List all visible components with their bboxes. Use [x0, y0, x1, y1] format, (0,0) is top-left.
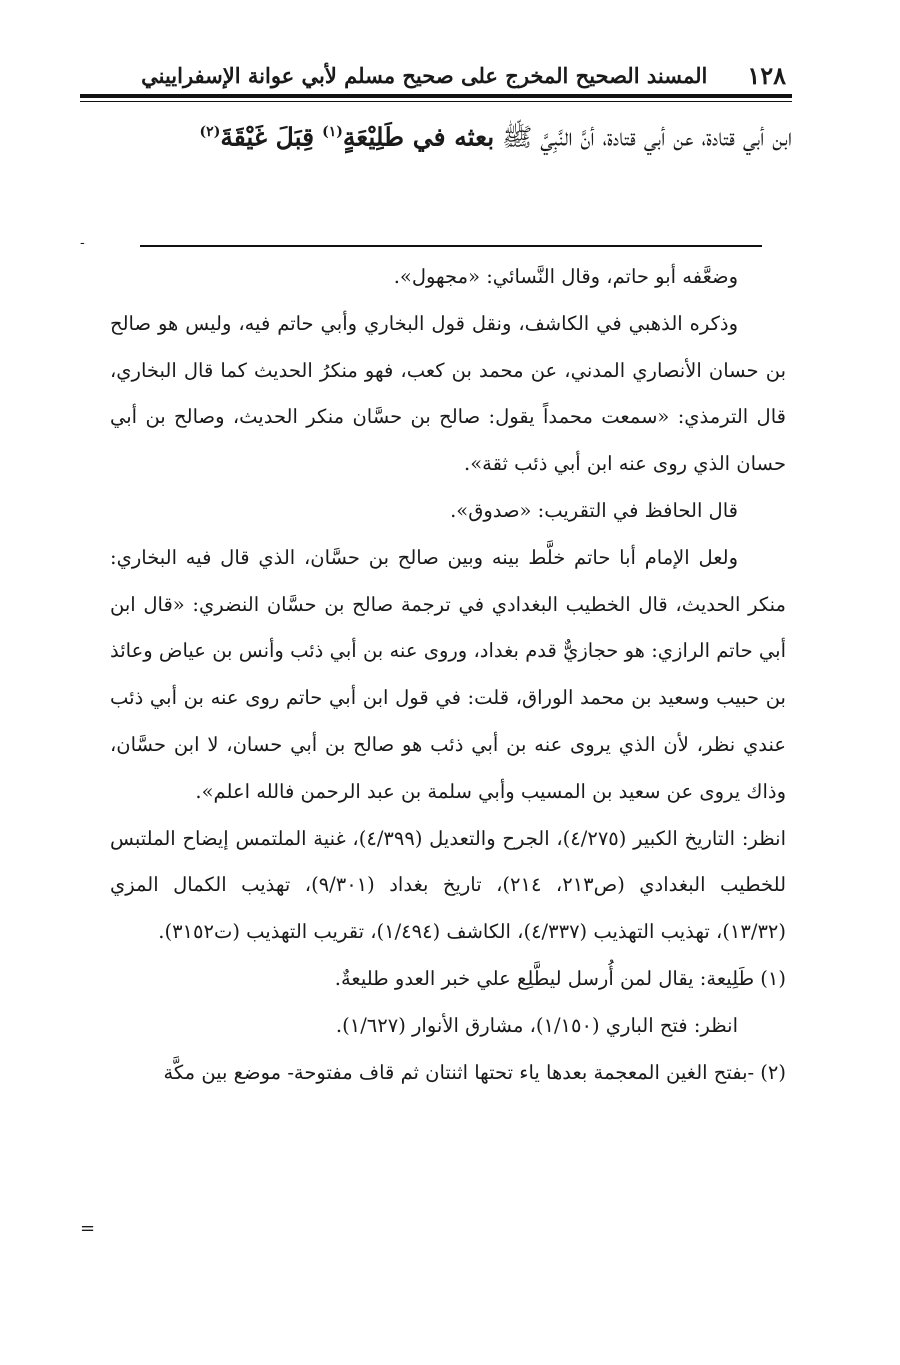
note-paragraph-4: ولعل الإمام أبا حاتم خلَّط بينه وبين صالح بن حسَّان، الذي قال فيه البخاري: منكر الحديث، قال الخطيب البغدادي في ترجمة صالح بن حسَّان النضري: «قال ابن أبي حاتم الرازي: هو حجازيٌّ قدم بغداد، وروى عنه بن أبي ذئب وأنس بن عياض وعائذ بن حبيب وسعيد بن محمد الوراق، قلت: في قول ابن أبي حاتم روى عنه بن أبي ذئب عندي نظر، لأن الذي يروى عنه بن أبي ذئب هو صالح بن أبي حسان، لا ابن حسَّان، وذاك يروى عن سعيد بن المسيب وأبي سلمة بن عبد الرحمن فالله اعلم».	[110, 545, 786, 803]
header-rule-thick	[80, 94, 792, 98]
footnote-ref-1: (١)	[322, 124, 343, 140]
note-paragraph-2: وذكره الذهبي في الكاشف، ونقل قول البخاري وأبي حاتم فيه، وليس هو صالح بن حسان الأنصاري المدني، عن محمد بن كعب، فهو منكرُ الحديث كما قال البخاري، قال الترمذي: «سمعت محمداً يقول: صالح بن حسَّان منكر الحديث، وصالح بن أبي حسان الذي روى عنه ابن أبي ذئب ثقة».	[110, 311, 786, 476]
footnote-separator	[140, 245, 762, 247]
page-header	[86, 58, 786, 92]
main-text-part1: ابن أبي قتادة، عن أبي قتادة، أنَّ النَّبِيَّ ﷺ	[502, 122, 792, 152]
continuation-mark-bottom: =	[80, 1218, 96, 1239]
page-number: ١٢٨	[747, 60, 786, 90]
running-title: المسند الصحيح المخرج على صحيح مسلم لأبي عوانة الإسفراييني	[141, 62, 708, 88]
main-text-part2: بعثه في طَلِيْعَةٍ	[342, 122, 495, 152]
footnote-2: (٢) -بفتح الغين المعجمة بعدها ياء تحتها اثنتان ثم قاف مفتوحة- موضع بين مكَّة	[163, 1060, 786, 1084]
footnote-1: (١) طَلِيعة: يقال لمن أُرسل ليطَّلِع علي خبر العدو طليعةٌ.	[334, 966, 786, 990]
main-text-line	[102, 110, 792, 159]
continuation-mark-top: -	[80, 235, 85, 251]
footnotes	[110, 254, 786, 1096]
header-rule-thin	[80, 101, 792, 102]
note-references: انظر: التاريخ الكبير (٤/٢٧٥)، الجرح والتعديل (٤/٣٩٩)، غنية الملتمس إيضاح الملتبس للخطيب البغدادي (ص٢١٣، ٢١٤)، تاريخ بغداد (٩/٣٠١)، تهذيب الكمال المزي (١٣/٣٢)، تهذيب التهذيب (٤/٣٣٧)، الكاشف (١/٤٩٤)، تقريب التهذيب (ت٣١٥٢).	[110, 826, 787, 944]
footnote-ref-2: (٢)	[199, 124, 221, 140]
main-text-part3: قِبَلَ غَيْقَةَ	[220, 122, 315, 152]
note-paragraph-1: وضعَّفه أبو حاتم، وقال النَّسائي: «مجهول».	[393, 265, 738, 288]
note-paragraph-3: قال الحافظ في التقريب: «صدوق».	[450, 498, 738, 522]
footnote-1-references: انظر: فتح الباري (١/١٥٠)، مشارق الأنوار (١/٦٢٧).	[335, 1013, 738, 1037]
